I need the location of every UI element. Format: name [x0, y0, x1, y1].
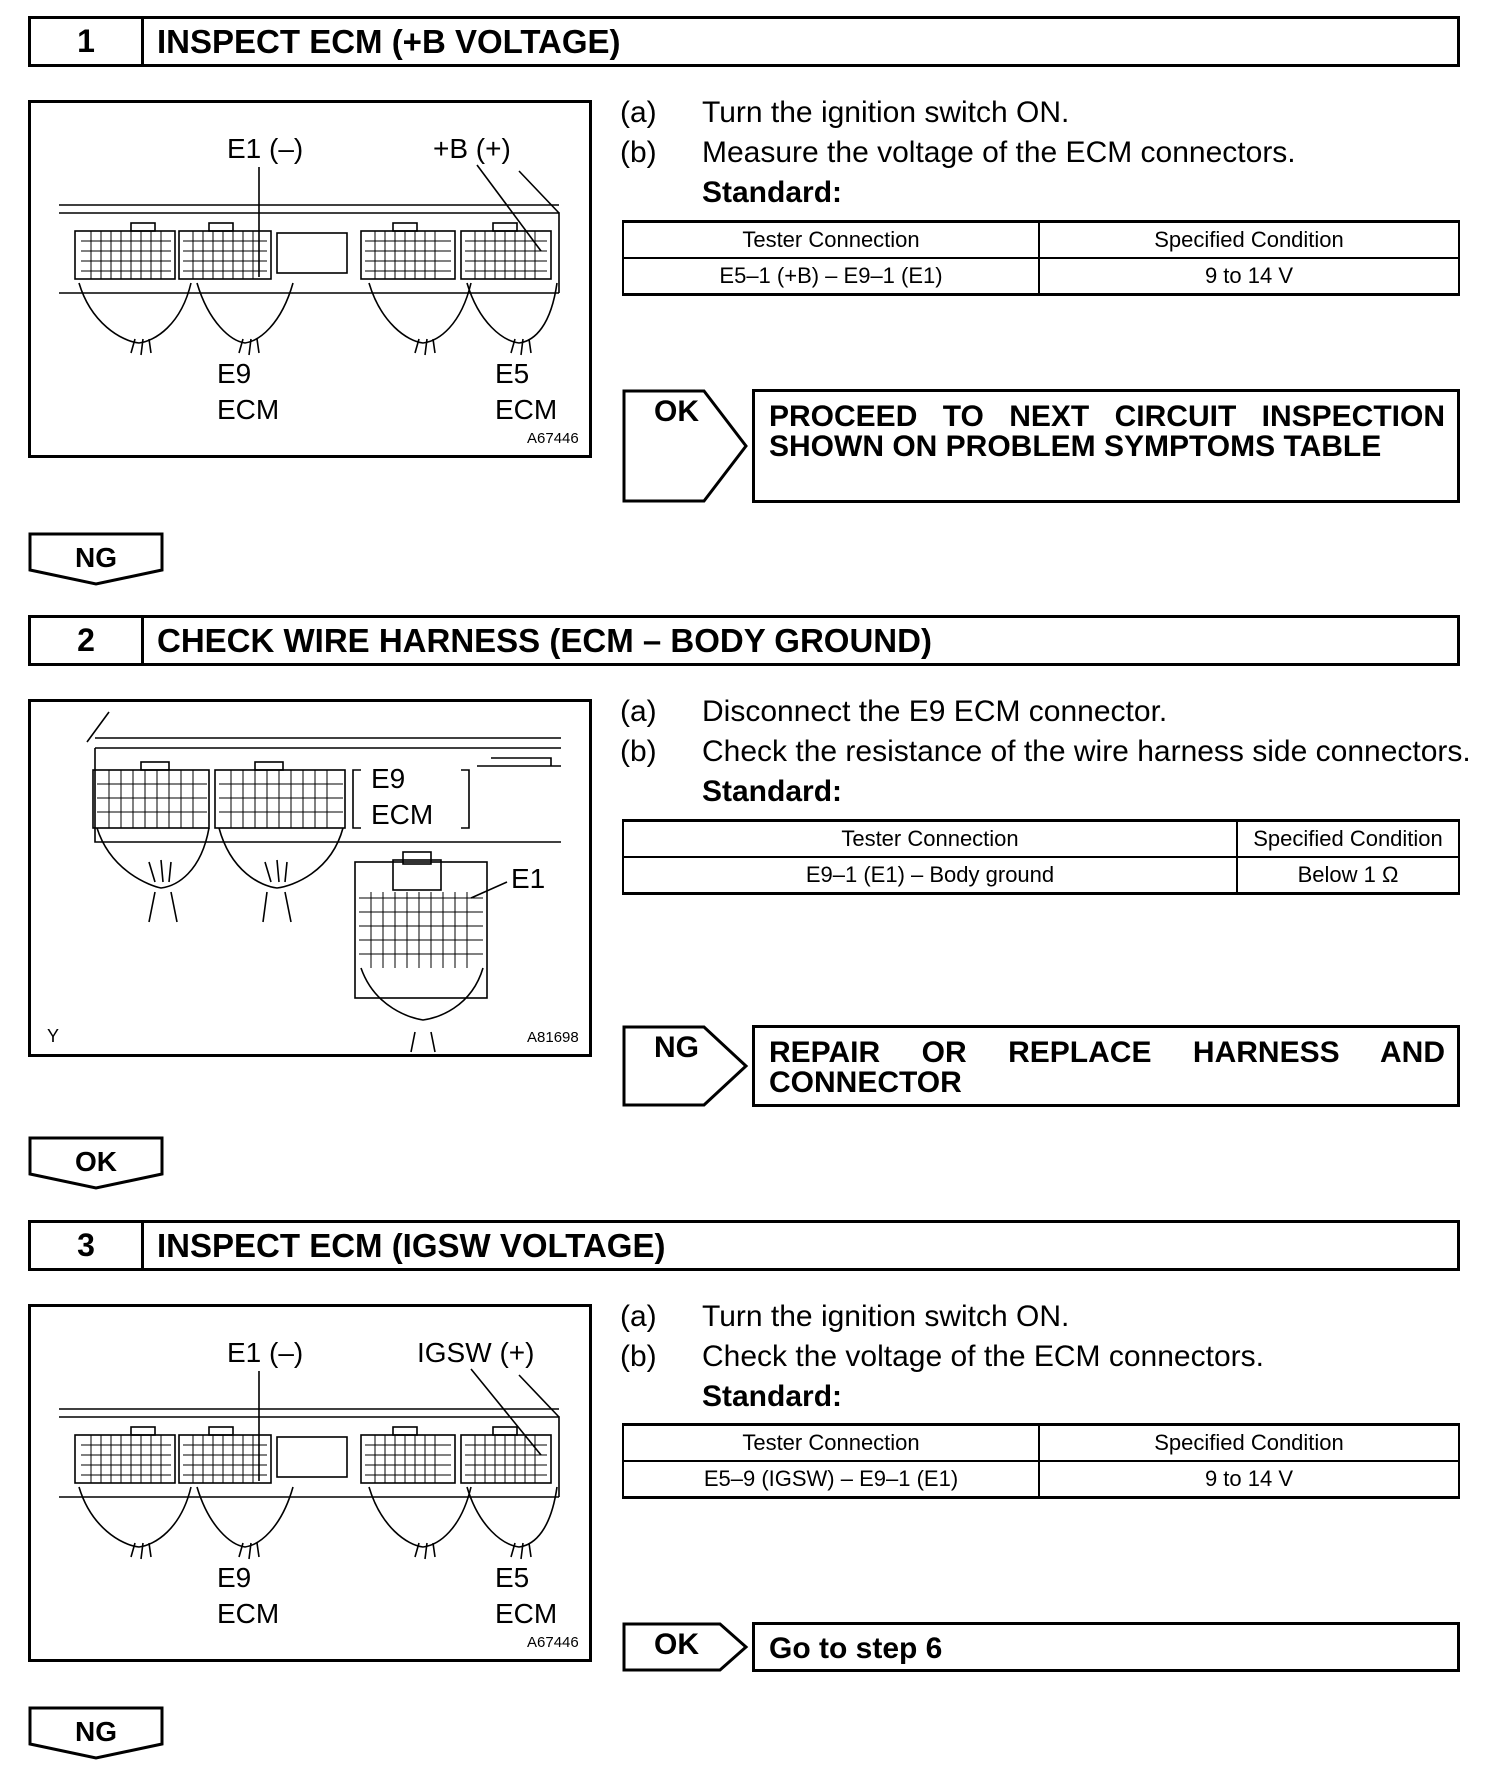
step-number: 2 — [31, 618, 144, 663]
spec-table-2 — [622, 819, 1460, 895]
step-number: 3 — [31, 1223, 144, 1268]
instruction-label: (a) — [620, 1300, 657, 1333]
ecm-harness-drawing — [31, 702, 589, 1054]
go-tag: NG — [75, 542, 117, 573]
table-cell: E5–9 (IGSW) – E9–1 (E1) — [623, 1461, 1039, 1498]
result-box-2 — [752, 1025, 1460, 1107]
instruction-text: Turn the ignition switch ON. — [702, 1300, 1070, 1333]
instruction-text: Check the resistance of the wire harness side connectors. — [702, 735, 1471, 768]
step-number: 1 — [31, 19, 144, 64]
table-header: Tester Connection — [623, 222, 1039, 259]
label-igsw: IGSW (+) — [417, 1337, 535, 1368]
ecm-connector-figure-2 — [28, 699, 592, 1057]
standard-label: Standard: — [702, 775, 843, 808]
step-title: INSPECT ECM (IGSW VOLTAGE) — [157, 1227, 666, 1264]
instruction-text: Measure the voltage of the ECM connectors. — [702, 136, 1296, 169]
table-header: Specified Condition — [1039, 1425, 1459, 1462]
label-e1: E1 (–) — [227, 133, 304, 164]
instruction-text: Disconnect the E9 ECM connector. — [702, 695, 1168, 728]
figure-code: A67446 — [527, 430, 579, 447]
step-title: CHECK WIRE HARNESS (ECM – BODY GROUND) — [157, 622, 932, 659]
result-arrow-ok-3 — [622, 1622, 750, 1672]
instruction-label: (a) — [620, 695, 657, 728]
step-3-header — [28, 1220, 1460, 1271]
standard-label: Standard: — [702, 1380, 843, 1413]
label-e9-ecm: ECM — [217, 1598, 280, 1629]
result-arrow-ng-2 — [622, 1025, 750, 1107]
instruction-label: (b) — [620, 136, 657, 169]
table-cell: E5–1 (+B) – E9–1 (E1) — [623, 258, 1039, 295]
table-cell: Below 1 Ω — [1237, 857, 1459, 894]
result-arrow-ok-1 — [622, 389, 750, 503]
step-title: INSPECT ECM (+B VOLTAGE) — [157, 23, 621, 60]
result-tag: OK — [654, 1628, 699, 1661]
instruction-label: (b) — [620, 735, 657, 768]
ecm-connector-figure-1 — [28, 100, 592, 458]
table-cell: 9 to 14 V — [1039, 258, 1459, 295]
result-box-1 — [752, 389, 1460, 503]
label-y: Y — [47, 1026, 60, 1046]
result-box-3 — [752, 1622, 1460, 1672]
ecm-connector-drawing — [31, 1307, 589, 1659]
table-header: Specified Condition — [1237, 821, 1459, 858]
figure-code: A81698 — [527, 1029, 579, 1046]
label-e5: E5 — [495, 358, 530, 389]
label-e1: E1 — [511, 863, 546, 894]
instruction-text: Turn the ignition switch ON. — [702, 96, 1070, 129]
instruction-label: (a) — [620, 96, 657, 129]
label-e9: E9 — [217, 358, 252, 389]
table-cell: E9–1 (E1) – Body ground — [623, 857, 1237, 894]
label-e9-ecm: ECM — [217, 394, 280, 425]
result-line: REPAIR OR REPLACE HARNESS AND — [769, 1036, 1445, 1069]
result-tag: OK — [654, 395, 699, 428]
label-e9: E9 — [371, 763, 406, 794]
label-e1: E1 (–) — [227, 1337, 304, 1368]
label-e5-ecm: ECM — [495, 394, 558, 425]
step-1-header — [28, 16, 1460, 67]
spec-table-1 — [622, 220, 1460, 296]
table-header: Tester Connection — [623, 1425, 1039, 1462]
label-e5: E5 — [495, 1562, 530, 1593]
go-tag: OK — [75, 1146, 117, 1177]
label-e9: E9 — [217, 1562, 252, 1593]
go-tag: NG — [75, 1716, 117, 1747]
table-cell: 9 to 14 V — [1039, 1461, 1459, 1498]
result-line: CONNECTOR — [769, 1066, 962, 1099]
result-line: Go to step 6 — [769, 1632, 943, 1665]
ecm-connector-drawing — [31, 103, 589, 455]
instruction-text: Check the voltage of the ECM connectors. — [702, 1340, 1264, 1373]
standard-label: Standard: — [702, 176, 843, 209]
figure-code: A67446 — [527, 1634, 579, 1651]
label-b-plus: +B (+) — [433, 133, 511, 164]
step-2-header — [28, 615, 1460, 666]
label-e5-ecm: ECM — [495, 1598, 558, 1629]
ecm-connector-figure-3 — [28, 1304, 592, 1662]
result-line: PROCEED TO NEXT CIRCUIT INSPECTION — [769, 400, 1445, 433]
result-line: SHOWN ON PROBLEM SYMPTOMS TABLE — [769, 430, 1382, 463]
table-header: Specified Condition — [1039, 222, 1459, 259]
table-header: Tester Connection — [623, 821, 1237, 858]
instruction-label: (b) — [620, 1340, 657, 1373]
label-ecm: ECM — [371, 799, 434, 830]
result-tag: NG — [654, 1031, 699, 1064]
spec-table-3 — [622, 1423, 1460, 1499]
